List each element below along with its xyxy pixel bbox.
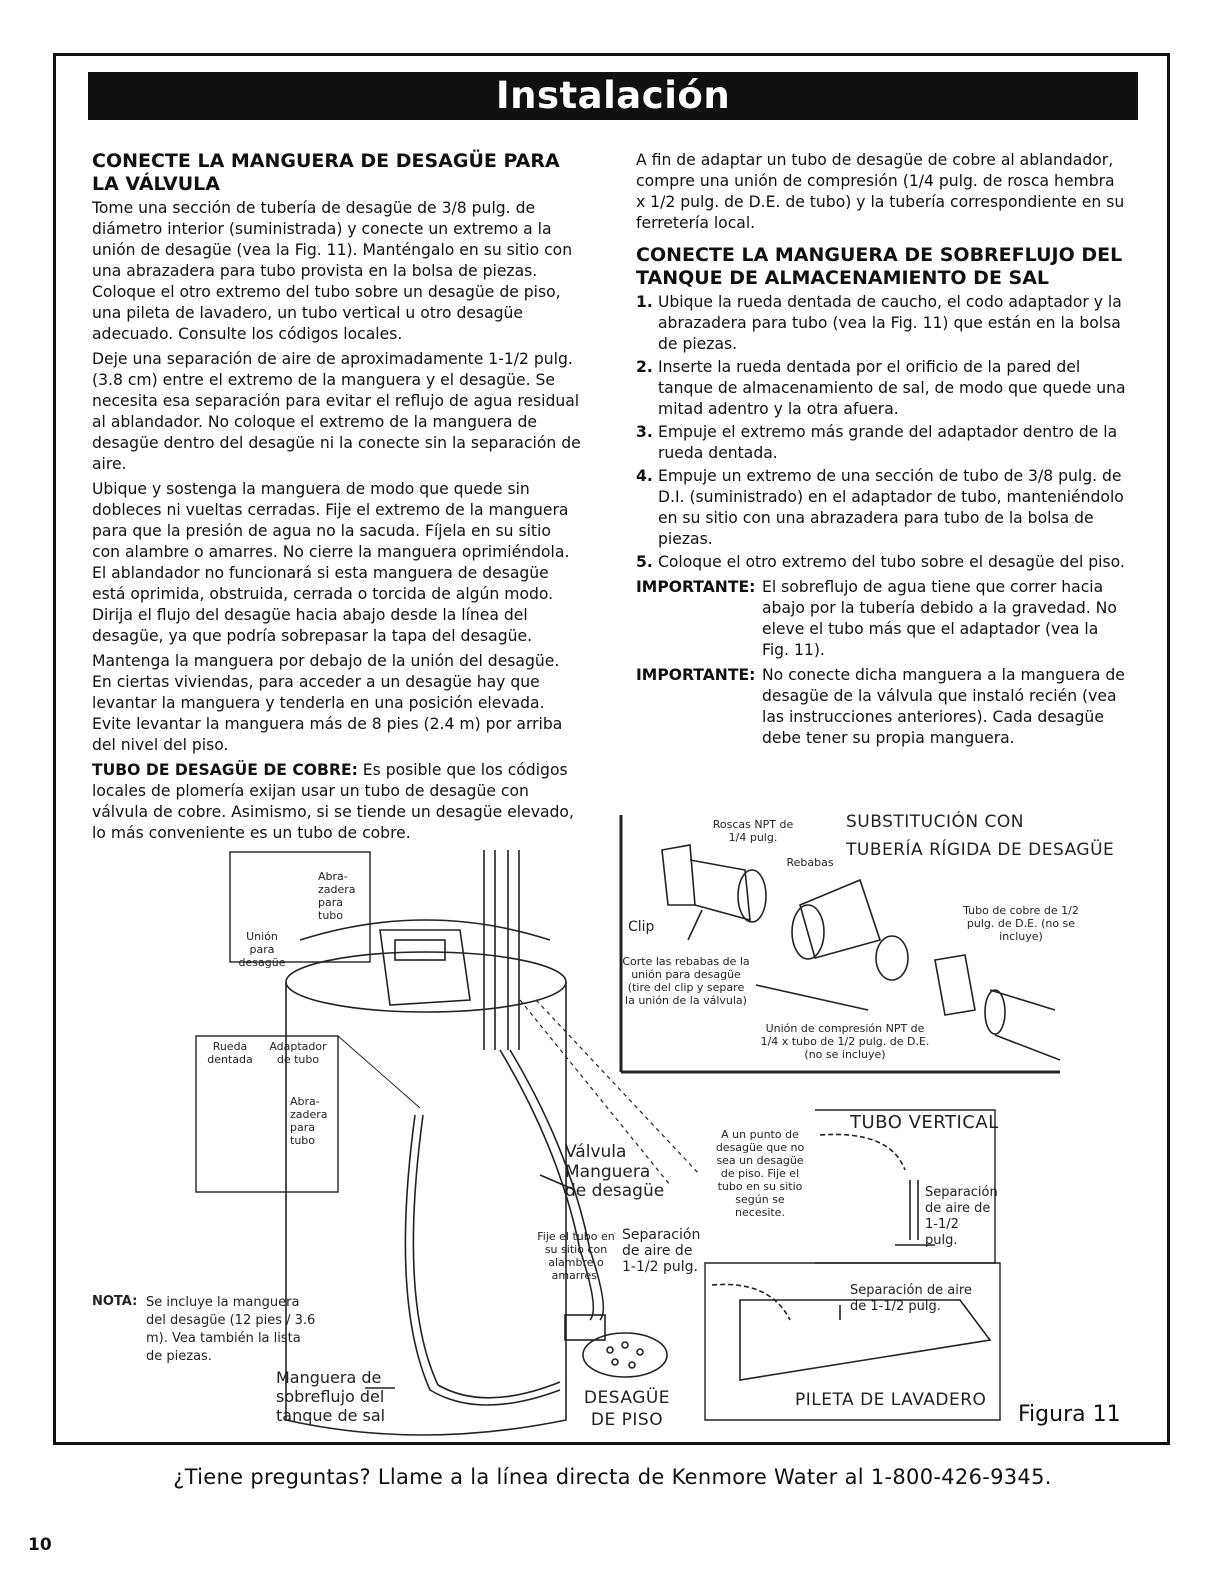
figure-caption: Figura 11 [1018,1402,1121,1427]
label-roscas: Roscas NPT de 1/4 pulg. [712,818,794,844]
label-sep-pileta: Separación de aire de 1-1/2 pulg. [850,1283,972,1314]
list-item: 2. Inserte la rueda dentada por el orificio de la pared del tanque de almacenamiento de sal, de modo que quede una mitad adentro y la otra afuera. [636,358,1126,418]
section-heading-overflow: CONECTE LA MANGUERA DE SOBREFLUJO DEL TANQUE DE ALMACENAMIENTO DE SAL [636,244,1123,289]
page-number: 10 [28,1535,52,1555]
label-tubo-vertical: TUBO VERTICAL [850,1112,999,1133]
copper-tube-text: Es posible que los códigos locales de plomería exijan usar un tubo de desagüe con válvula de cobre. Asimismo, si se tiende un desagüe elevado, lo más conveniente es un tubo de cobre. [92,761,574,842]
label-abrazadera-top: Abra-zadera para tubo [318,870,356,922]
inset-title-line-2: TUBERÍA RÍGIDA DE DESAGÜE [846,840,1115,860]
list-item: 1. Ubique la rueda dentada de caucho, el codo adaptador y la abrazadera para tubo (vea la Fig. 11) que están en la bolsa de piezas. [636,293,1122,353]
paragraph: Deje una separación de aire de aproximadamente 1-1/2 pulg. (3.8 cm) entre el extremo de la manguera y el desagüe. Se necesita esa separación para evitar el reflujo de agua residual al ablandador. No coloque el extremo de la manguera de desagüe dentro del desagüe ni la conecte sin la separación de aire. [92,350,581,473]
section-heading-valve-drain: CONECTE LA MANGUERA DE DESAGÜE PARA LA VÁLVULA [92,150,560,195]
inset-title-line-1: SUBSTITUCIÓN CON [846,812,1024,832]
label-union-compresion: Unión de compresión NPT de 1/4 x tubo de 1/2 pulg. de D.E. (no se incluye) [760,1022,930,1061]
label-tubo-cobre: Tubo de cobre de 1/2 pulg. de D.E. (no se incluye) [963,904,1079,943]
list-item: 4. Empuje un extremo de una sección de tubo de 3/8 pulg. de D.I. (suministrado) en el adaptador de tubo, manteniéndolo en su sitio con una abrazadera para tubo de la bolsa de piezas. [636,467,1124,548]
label-rebabas: Rebabas [786,856,834,869]
copper-tube-label: TUBO DE DESAGÜE DE COBRE: [92,761,358,779]
label-rueda: Rueda dentada [207,1040,253,1066]
label-desague-piso-1: DESAGÜE [583,1388,671,1408]
nota-label: NOTA: [92,1294,138,1309]
list-item: 5. Coloque el otro extremo del tubo sobre el desagüe del piso. [636,553,1125,571]
label-corte: Corte las rebabas de la unión para desagüe (tire del clip y separe la unión de la válvula) [622,955,750,1007]
label-manguera-desague: Manguera de desagüe [565,1162,665,1201]
nota-text: Se incluye la manguera del desagüe (12 pies / 3.6 m). Vea también la lista de piezas. [146,1295,316,1364]
label-punto-desague: A un punto de desagüe que no sea un desagüe de piso. Fije el tubo en su sitio según se necesite. [715,1128,805,1219]
label-valvula: Válvula [565,1142,627,1162]
hotline-footer: ¿Tiene preguntas? Llame a la línea directa de Kenmore Water al 1-800-426-9345. [173,1465,1052,1489]
label-clip: Clip [628,919,655,935]
label-fije: Fije el tubo en su sitio con alambre o amarres. [537,1230,615,1282]
list-item: 3. Empuje el extremo más grande del adaptador dentro de la rueda dentada. [636,423,1118,462]
label-sep-vertical: Separación de aire de 1-1/2 pulg. [925,1185,998,1248]
important-note: IMPORTANTE: No conecte dicha manguera a la manguera de desagüe de la válvula que instaló recién (vea las instrucciones anteriores). Cada desagüe debe tener su propia manguera. [636,666,1125,747]
label-abrazadera-mid: Abra-zadera para tubo [290,1095,328,1147]
paragraph: A fin de adaptar un tubo de desagüe de cobre al ablandador, compre una unión de compresión (1/4 pulg. de rosca hembra x 1/2 pulg. de D.E. de tubo) y la tubería correspondiente en su ferretería local. [636,151,1125,232]
label-desague-piso-2: DE PISO [590,1410,664,1430]
label-union-desague: Unión para desagüe [238,930,286,969]
page-title: Instalación [88,72,1138,120]
label-pileta: PILETA DE LAVADERO [795,1390,987,1410]
paragraph: Tome una sección de tubería de desagüe de 3/8 pulg. de diámetro interior (suministrada) y conecte un extremo a la unión de desagüe (vea la Fig. 11). Manténgalo en su sitio con una abrazadera para tubo provista en la bolsa de piezas. Coloque el otro extremo del tubo sobre un desagüe de piso, una pileta de lavadero, un tubo vertical u otro desagüe adecuado. Consulte los códigos locales. [92,199,573,343]
paragraph: Mantenga la manguera por debajo de la unión del desagüe. En ciertas viviendas, para acceder a un desagüe hay que levantar la manguera y tenderla en una posición elevada. Evite levantar la manguera más de 8 pies (2.4 m) por arriba del nivel del piso. [92,652,563,754]
important-note: IMPORTANTE: El sobreflujo de agua tiene que correr hacia abajo por la tubería debido a la gravedad. No eleve el tubo más que el adaptador (vea la Fig. 11). [636,578,1117,659]
label-adaptador: Adaptador de tubo [269,1040,327,1066]
label-sobreflujo: Manguera de sobreflujo del tanque de sal [276,1368,386,1425]
paragraph: Ubique y sostenga la manguera de modo que quede sin dobleces ni vueltas cerradas. Fije el extremo de la manguera para que la presión de agua no la sacuda. Fíjela en su sitio con alambre o amarres. No cierre la manguera oprimiéndola. El ablandador no funcionará si esta manguera de desagüe está oprimida, obstruida, cerrada o torcida de algún modo. Dirija el flujo del desagüe hacia abajo desde la línea del desagüe, ya que podría sobrepasar la tapa del desagüe. [92,480,570,645]
label-separacion: Separación de aire de 1-1/2 pulg. [622,1227,701,1275]
